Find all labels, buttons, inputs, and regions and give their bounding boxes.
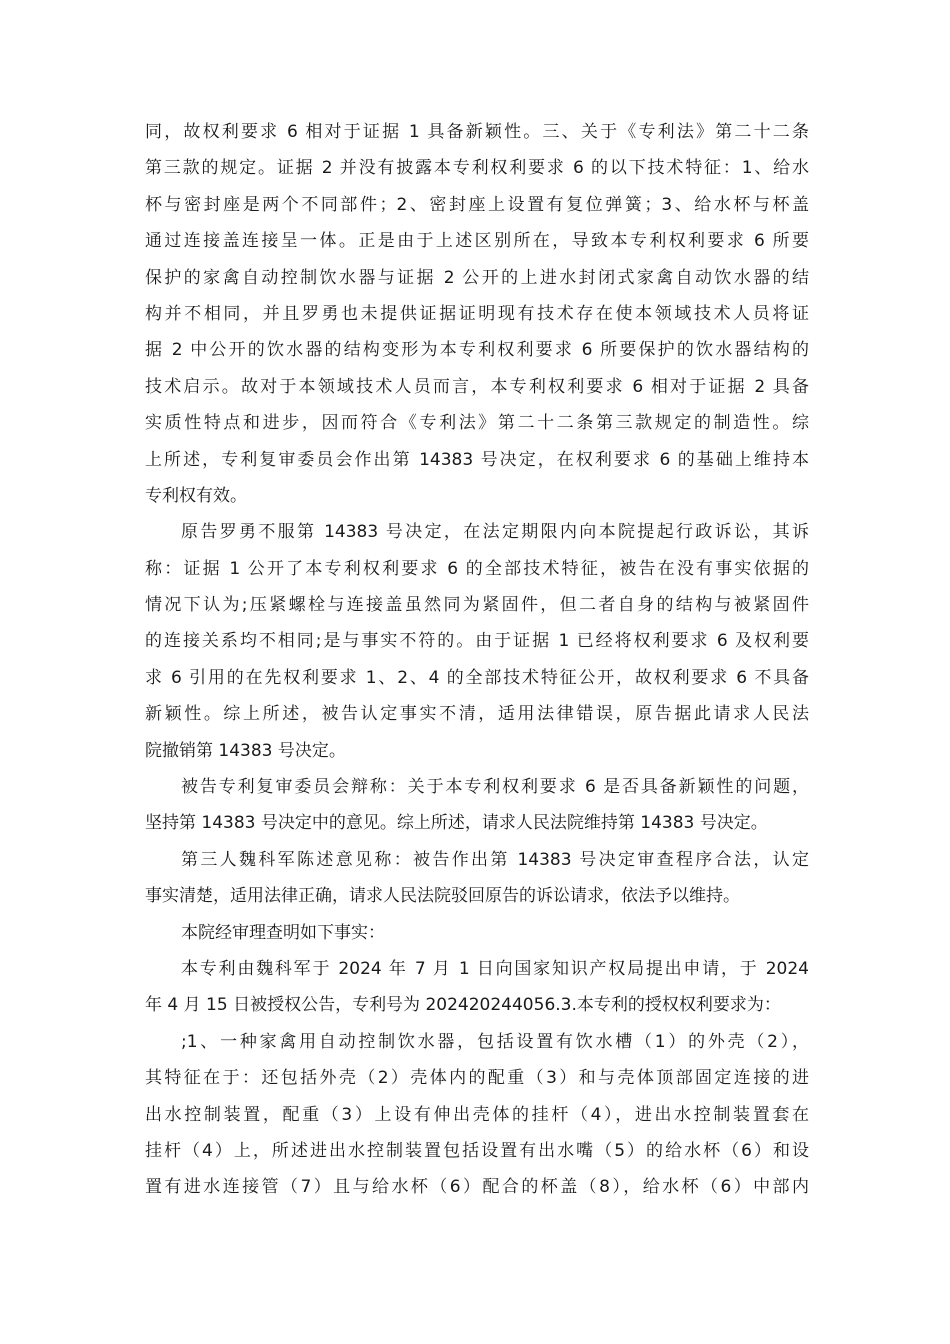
text-line: 专利权有效。 (145, 485, 247, 506)
text-line: 原告罗勇不服第 14383 号决定，在法定期限内向本院提起行政诉讼，其诉 (181, 522, 809, 543)
text-line: 上所述，专利复审委员会作出第 14383 号决定，在权利要求 6 的基础上维持本 (145, 449, 809, 470)
text-line: 出水控制装置，配重（3）上设有伸出壳体的挂杆（4），进出水控制装置套在 (145, 1104, 809, 1125)
text-line: ;1、一种家禽用自动控制饮水器，包括设置有饮水槽（1）的外壳（2）， (181, 1031, 809, 1052)
text-line: 据 2 中公开的饮水器的结构变形为本专利权利要求 6 所要保护的饮水器结构的 (145, 340, 809, 361)
text-line: 第三款的规定。证据 2 并没有披露本专利权利要求 6 的以下技术特征：1、给水 (145, 158, 809, 179)
text-line: 第三人魏科军陈述意见称：被告作出第 14383 号决定审查程序合法，认定 (181, 849, 809, 870)
text-line: 挂杆（4）上，所述进出水控制装置包括设置有出水嘴（5）的给水杯（6）和设 (145, 1140, 809, 1161)
text-line: 新颖性。综上所述，被告认定事实不清，适用法律错误，原告据此请求人民法 (145, 704, 809, 725)
text-line: 求 6 引用的在先权利要求 1、2、4 的全部技术特征公开，故权利要求 6 不具备 (145, 667, 809, 688)
text-line: 技术启示。故对于本领域技术人员而言，本专利权利要求 6 相对于证据 2 具备 (145, 376, 809, 397)
text-line: 其特征在于：还包括外壳（2）壳体内的配重（3）和与壳体顶部固定连接的进 (145, 1068, 809, 1089)
text-line: 通过连接盖连接呈一体。正是由于上述区别所在，导致本专利权利要求 6 所要 (145, 231, 809, 252)
text-line: 置有进水连接管（7）且与给水杯（6）配合的杯盖（8），给水杯（6）中部内 (145, 1177, 809, 1198)
text-line: 实质性特点和进步，因而符合《专利法》第二十二条第三款规定的制造性。综 (145, 413, 809, 434)
text-line: 构并不相同，并且罗勇也未提供证据证明现有技术存在使本领域技术人员将证 (145, 303, 809, 324)
text-line: 的连接关系均不相同;是与事实不符的。由于证据 1 已经将权利要求 6 及权利要 (145, 631, 809, 652)
text-line: 同，故权利要求 6 相对于证据 1 具备新颖性。三、关于《专利法》第二十二条 (145, 122, 809, 142)
text-line: 坚持第 14383 号决定中的意见。综上所述，请求人民法院维持第 14383 号决定。 (145, 813, 768, 834)
text-line: 被告专利复审委员会辩称：关于本专利权利要求 6 是否具备新颖性的问题， (181, 777, 809, 798)
text-line: 本专利由魏科军于 2024 年 7 月 1 日向国家知识产权局提出申请，于 2024 (181, 958, 809, 979)
text-line: 保护的家禽自动控制饮水器与证据 2 公开的上进水封闭式家禽自动饮水器的结 (145, 267, 809, 288)
text-line: 称：证据 1 公开了本专利权利要求 6 的全部技术特征，被告在没有事实依据的 (145, 558, 809, 579)
text-line: 年 4 月 15 日被授权公告，专利号为 202420244056.3.本专利的授权权利要求为： (145, 995, 781, 1016)
text-line: 本院经审理查明如下事实： (181, 922, 385, 943)
document-body (145, 114, 809, 1206)
text-line: 院撤销第 14383 号决定。 (145, 740, 346, 761)
text-line: 杯与密封座是两个不同部件；2、密封座上设置有复位弹簧；3、给水杯与杯盖 (145, 194, 809, 215)
text-line: 事实清楚，适用法律正确，请求人民法院驳回原告的诉讼请求，依法予以维持。 (145, 886, 740, 907)
text-line: 情况下认为;压紧螺栓与连接盖虽然同为紧固件，但二者自身的结构与被紧固件 (145, 595, 809, 616)
